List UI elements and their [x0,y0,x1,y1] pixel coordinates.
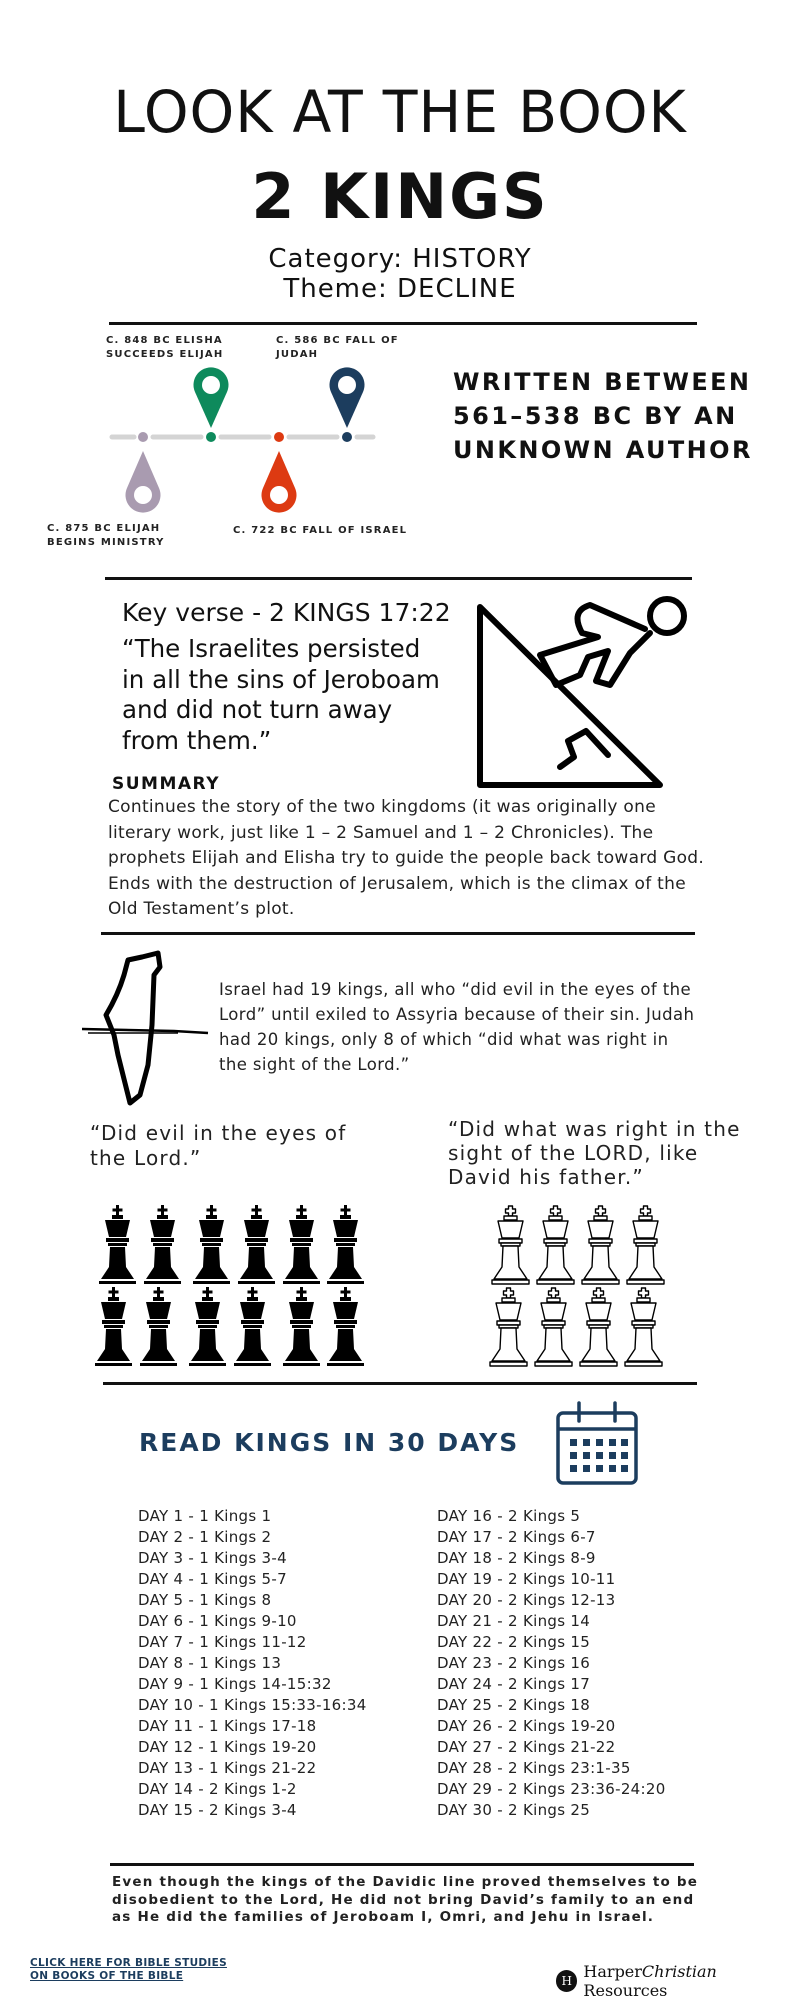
map-pin-icon [126,451,161,513]
reading-plan-title: READ KINGS IN 30 DAYS [139,1428,520,1457]
reading-day: DAY 16 - 2 Kings 5 [437,1507,581,1525]
king-icon [327,1287,364,1366]
king-icon [582,1206,619,1284]
timeline-label-elisha: C. 848 BC ELISHA SUCCEEDS ELIJAH [106,335,224,360]
reading-day: DAY 24 - 2 Kings 17 [437,1675,591,1693]
page-supertitle: LOOK AT THE BOOK [113,78,687,146]
summary-text: Continues the story of the two kingdoms (it was originally one literary work, just like 1 – 2 Samuel and 1 – 2 Chronicles). The prophets Elijah and Elisha try to guide the people back toward God. Ends with the destruction of Jerusalem, which is the climax of the Old Testament’s plot. [108,797,705,919]
king-icon [193,1205,230,1284]
king-icon [189,1287,226,1366]
king-icon [490,1288,527,1366]
reading-day: DAY 29 - 2 Kings 23:36-24:20 [437,1780,666,1798]
reading-day: DAY 23 - 2 Kings 16 [437,1654,591,1672]
timeline [0,0,800,560]
key-verse-reference: Key verse - 2 KINGS 17:22 [122,598,451,627]
reading-day: DAY 30 - 2 Kings 25 [437,1801,591,1819]
reading-day: DAY 18 - 2 Kings 8-9 [437,1549,596,1567]
timeline-graphic [0,0,420,560]
map-pin-icon [262,451,297,513]
timeline-dot [206,432,216,442]
king-icon [283,1205,320,1284]
king-icon [238,1205,275,1284]
category-label: Category: HISTORY [268,244,532,274]
bible-studies-link[interactable]: CLICK HERE FOR BIBLE STUDIES ON BOOKS OF THE BIBLE [30,1957,227,1982]
reading-day: DAY 11 - 1 Kings 17-18 [138,1717,317,1735]
king-icon [144,1205,181,1284]
reading-day: DAY 10 - 1 Kings 15:33-16:34 [138,1696,367,1714]
evil-kings-quote: “Did evil in the eyes of the Lord.” [90,1121,347,1170]
king-icon [140,1287,177,1366]
calendar-icon [554,1401,640,1487]
righteous-kings-quote: “Did what was right in the sight of the LORD, like David his father.” [448,1117,741,1189]
person-falling-down-slope-icon [470,595,690,795]
king-icon [283,1287,320,1366]
reading-day: DAY 17 - 2 Kings 6-7 [437,1528,596,1546]
black-kings-grid [90,1205,380,1385]
reading-day: DAY 5 - 1 Kings 8 [138,1591,272,1609]
king-icon [327,1205,364,1284]
reading-day: DAY 22 - 2 Kings 15 [437,1633,591,1651]
kings-comparison-text: Israel had 19 kings, all who “did evil in the eyes of the Lord” until exiled to Assyria because of their sin. Judah had 20 kings, only 8 of which “did what was right in the sight of the Lord.” [219,980,695,1074]
reading-day: DAY 28 - 2 Kings 23:1-35 [437,1759,631,1777]
timeline-dot [274,432,284,442]
reading-day: DAY 14 - 2 Kings 1-2 [138,1780,297,1798]
reading-day: DAY 26 - 2 Kings 19-20 [437,1717,616,1735]
divider [101,932,695,935]
king-icon [625,1288,662,1366]
divider [105,577,692,580]
reading-day: DAY 4 - 1 Kings 5-7 [138,1570,287,1588]
reading-day: DAY 6 - 1 Kings 9-10 [138,1612,297,1630]
reading-day: DAY 13 - 1 Kings 21-22 [138,1759,317,1777]
reading-day: DAY 15 - 2 Kings 3-4 [138,1801,297,1819]
king-icon [627,1206,664,1284]
king-icon [537,1206,574,1284]
map-pin-icon [330,367,365,428]
page-title: 2 KINGS [251,160,549,233]
summary-heading: SUMMARY [112,774,221,794]
timeline-label-elijah: C. 875 BC ELIJAH BEGINS MINISTRY [47,523,165,548]
publisher-logo [556,1962,800,2000]
closing-note: Even though the kings of the Davidic line proved themselves to be disobedient to the Lord, He did not bring David’s family to an end as He did the families of Jeroboam I, Omri, and Jehu in Israel. [112,1874,699,1925]
timeline-label-judah: C. 586 BC FALL OF JUDAH [276,335,399,360]
divider [103,1382,697,1385]
israel-map-divided-icon [78,945,218,1115]
reading-day: DAY 12 - 1 Kings 19-20 [138,1738,317,1756]
reading-day: DAY 25 - 2 Kings 18 [437,1696,591,1714]
king-icon [580,1288,617,1366]
reading-day: DAY 7 - 1 Kings 11-12 [138,1633,307,1651]
reading-day: DAY 19 - 2 Kings 10-11 [437,1570,616,1588]
reading-plan-column [437,1506,666,1821]
reading-day: DAY 21 - 2 Kings 14 [437,1612,591,1630]
key-verse-quote: “The Israelites persisted in all the sins of Jeroboam and did not turn away from them.” [122,634,440,755]
publisher-name: HarperChristian Resources [583,1962,717,2000]
king-icon [535,1288,572,1366]
divider [110,1863,694,1866]
king-icon [99,1205,136,1284]
reading-day: DAY 27 - 2 Kings 21-22 [437,1738,616,1756]
reading-day: DAY 9 - 1 Kings 14-15:32 [138,1675,332,1693]
king-icon [234,1287,271,1366]
timeline-dot [342,432,352,442]
reading-day: DAY 2 - 1 Kings 2 [138,1528,272,1546]
publisher-logo-icon: H [556,1970,577,1992]
theme-label: Theme: DECLINE [283,274,517,304]
white-kings-grid [488,1205,678,1385]
authorship-note: WRITTEN BETWEEN 561–538 BC BY AN UNKNOWN AUTHOR [453,368,753,464]
reading-plan-column [138,1506,367,1821]
reading-day: DAY 8 - 1 Kings 13 [138,1654,282,1672]
reading-day: DAY 20 - 2 Kings 12-13 [437,1591,616,1609]
timeline-label-israel: C. 722 BC FALL OF ISRAEL [233,525,408,536]
reading-day: DAY 1 - 1 Kings 1 [138,1507,272,1525]
reading-day: DAY 3 - 1 Kings 3-4 [138,1549,287,1567]
king-icon [95,1287,132,1366]
king-icon [492,1206,529,1284]
timeline-dot [138,432,148,442]
map-pin-icon [194,367,229,428]
